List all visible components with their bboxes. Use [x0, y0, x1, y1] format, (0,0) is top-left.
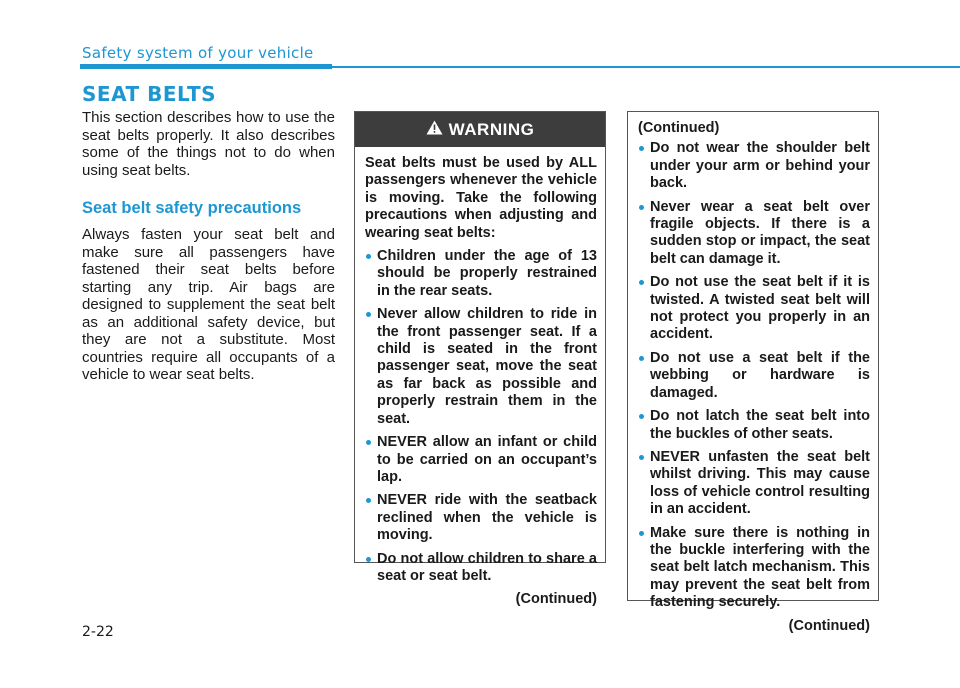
warning-title: WARNING	[448, 119, 535, 139]
header-accent-bar	[80, 64, 332, 69]
warning-list	[365, 248, 597, 585]
list-item: Never allow children to ride in the front passenger seat. If a child is seated in the front passenger seat, move the seat as far back as possible and properly restrain them in the seat.	[365, 306, 597, 428]
precautions-heading: Seat belt safety precautions	[82, 199, 302, 217]
continued-list	[638, 140, 870, 611]
warning-intro: Seat belts must be used by ALL passengers whenever the vehicle is moving. Take the following precautions when adjusting and wearing seat belts:	[365, 155, 597, 241]
warning-triangle-icon	[426, 120, 443, 140]
continued-heading: (Continued)	[638, 120, 720, 136]
list-item: NEVER allow an infant or child to be carried on an occupant’s lap.	[365, 434, 597, 486]
intro-paragraph: This section describes how to use the seat belts properly. It also describes some of the things not to do when using seat belts.	[82, 109, 335, 179]
continued-label: (Continued)	[788, 617, 870, 634]
header-rule	[332, 66, 960, 68]
warning-body	[355, 147, 605, 609]
continued-body	[628, 112, 878, 635]
page-number: 2-22	[82, 624, 114, 640]
list-item: Do not use the seat belt if it is twisted. A twisted seat belt will not protect you properly in an accident.	[638, 274, 870, 344]
list-item: Do not latch the seat belt into the buckles of other seats.	[638, 408, 870, 443]
list-item: Make sure there is nothing in the buckle interfering with the seat belt latch mechanism. This may prevent the seat belt from fastening securely.	[638, 525, 870, 612]
list-item: Do not wear the shoulder belt under your arm or behind your back.	[638, 140, 870, 192]
list-item: NEVER ride with the seatback reclined when the vehicle is moving.	[365, 492, 597, 544]
section-label: Safety system of your vehicle	[82, 44, 314, 62]
continued-label: (Continued)	[515, 591, 597, 608]
page-title: SEAT BELTS	[82, 82, 216, 106]
precautions-paragraph: Always fasten your seat belt and make sure all passengers have fastened their seat belts before starting any trip. Air bags are designed to supplement the seat belt as an additional safety device, but they are not a substitute. Most countries require all occupants of a vehicle to wear seat belts.	[82, 226, 335, 383]
list-item: Children under the age of 13 should be properly restrained in the rear seats.	[365, 248, 597, 300]
left-column	[82, 109, 335, 384]
list-item: Do not use a seat belt if the webbing or hardware is damaged.	[638, 350, 870, 402]
list-item: Do not allow children to share a seat or seat belt.	[365, 551, 597, 586]
warning-box	[354, 111, 606, 608]
list-item: Never wear a seat belt over fragile objects. If there is a sudden stop or impact, the seat belt can damage it.	[638, 199, 870, 269]
continued-box	[627, 111, 879, 634]
list-item: NEVER unfasten the seat belt whilst driving. This may cause loss of vehicle control resulting in an accident.	[638, 449, 870, 519]
warning-header	[355, 112, 605, 147]
